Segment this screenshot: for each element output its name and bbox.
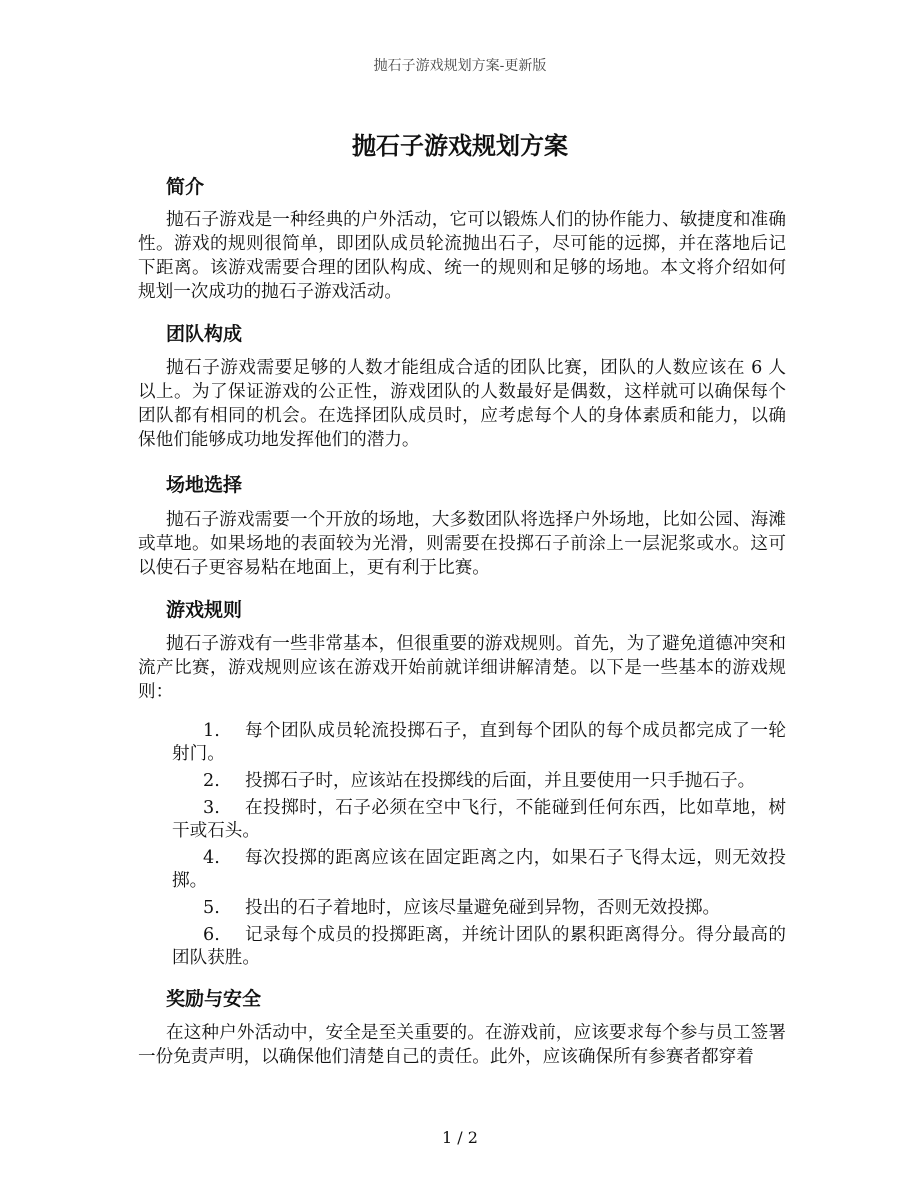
list-number: 2. bbox=[203, 771, 220, 791]
page-header: 抛石子游戏规划方案-更新版 bbox=[373, 58, 547, 74]
list-item bbox=[138, 897, 786, 920]
list-text: 每次投掷的距离应该在固定距离之内，如果石子飞得太远，则无效投掷。 bbox=[172, 848, 786, 891]
list-text: 每个团队成员轮流投掷石子，直到每个团队的每个成员都完成了一轮射门。 bbox=[172, 721, 786, 764]
heading-intro: 简介 bbox=[166, 176, 205, 198]
paragraph-venue: 抛石子游戏需要一个开放的场地，大多数团队将选择户外场地，比如公园、海滩或草地。如果场地的表面较为光滑，则需要在投掷石子前涂上一层泥浆或水。这可以使石子更容易粘在地面上，更有利于比赛。 bbox=[138, 510, 786, 578]
paragraph-intro: 抛石子游戏是一种经典的户外活动，它可以锻炼人们的协作能力、敏捷度和准确性。游戏的规则很简单，即团队成员轮流抛出石子，尽可能的远掷，并在落地后记下距离。该游戏需要合理的团队构成、统一的规则和足够的场地。本文将介绍如何规划一次成功的抛石子游戏活动。 bbox=[138, 210, 786, 302]
heading-reward-safety: 奖励与安全 bbox=[166, 988, 262, 1010]
page-number: 1 / 2 bbox=[442, 1128, 478, 1147]
heading-venue: 场地选择 bbox=[166, 474, 243, 496]
paragraph-team: 抛石子游戏需要足够的人数才能组成合适的团队比赛，团队的人数应该在 6 人以上。为了保证游戏的公正性，游戏团队的人数最好是偶数，这样就可以确保每个团队都有相同的机会。在选择团队成员时，应考虑每个人的身体素质和能力，以确保他们能够成功地发挥他们的潜力。 bbox=[138, 358, 786, 450]
list-number: 3. bbox=[203, 798, 220, 818]
paragraph-reward-safety: 在这种户外活动中，安全是至关重要的。在游戏前，应该要求每个参与员工签署一份免责声明，以确保他们清楚自己的责任。此外，应该确保所有参赛者都穿着 bbox=[138, 1023, 786, 1067]
paragraph-rules: 抛石子游戏有一些非常基本，但很重要的游戏规则。首先，为了避免道德冲突和流产比赛，游戏规则应该在游戏开始前就详细讲解清楚。以下是一些基本的游戏规则： bbox=[138, 634, 786, 702]
list-text: 记录每个成员的投掷距离，并统计团队的累积距离得分。得分最高的团队获胜。 bbox=[172, 925, 786, 968]
heading-rules: 游戏规则 bbox=[166, 599, 243, 621]
heading-team: 团队构成 bbox=[166, 323, 243, 345]
list-item bbox=[138, 720, 786, 766]
list-item bbox=[138, 770, 786, 793]
list-number: 4. bbox=[203, 848, 220, 868]
list-number: 5. bbox=[203, 898, 220, 918]
list-text: 在投掷时，石子必须在空中飞行，不能碰到任何东西，比如草地，树干或石头。 bbox=[172, 798, 786, 841]
list-text: 投掷石子时，应该站在投掷线的后面，并且要使用一只手抛石子。 bbox=[245, 771, 756, 791]
list-text: 投出的石子着地时，应该尽量避免碰到异物，否则无效投掷。 bbox=[245, 898, 721, 918]
rules-list bbox=[138, 720, 786, 974]
document-title: 抛石子游戏规划方案 bbox=[352, 132, 568, 160]
list-number: 1. bbox=[203, 721, 220, 741]
list-item bbox=[138, 847, 786, 893]
list-item bbox=[138, 924, 786, 970]
list-item bbox=[138, 797, 786, 843]
list-number: 6. bbox=[203, 925, 220, 945]
